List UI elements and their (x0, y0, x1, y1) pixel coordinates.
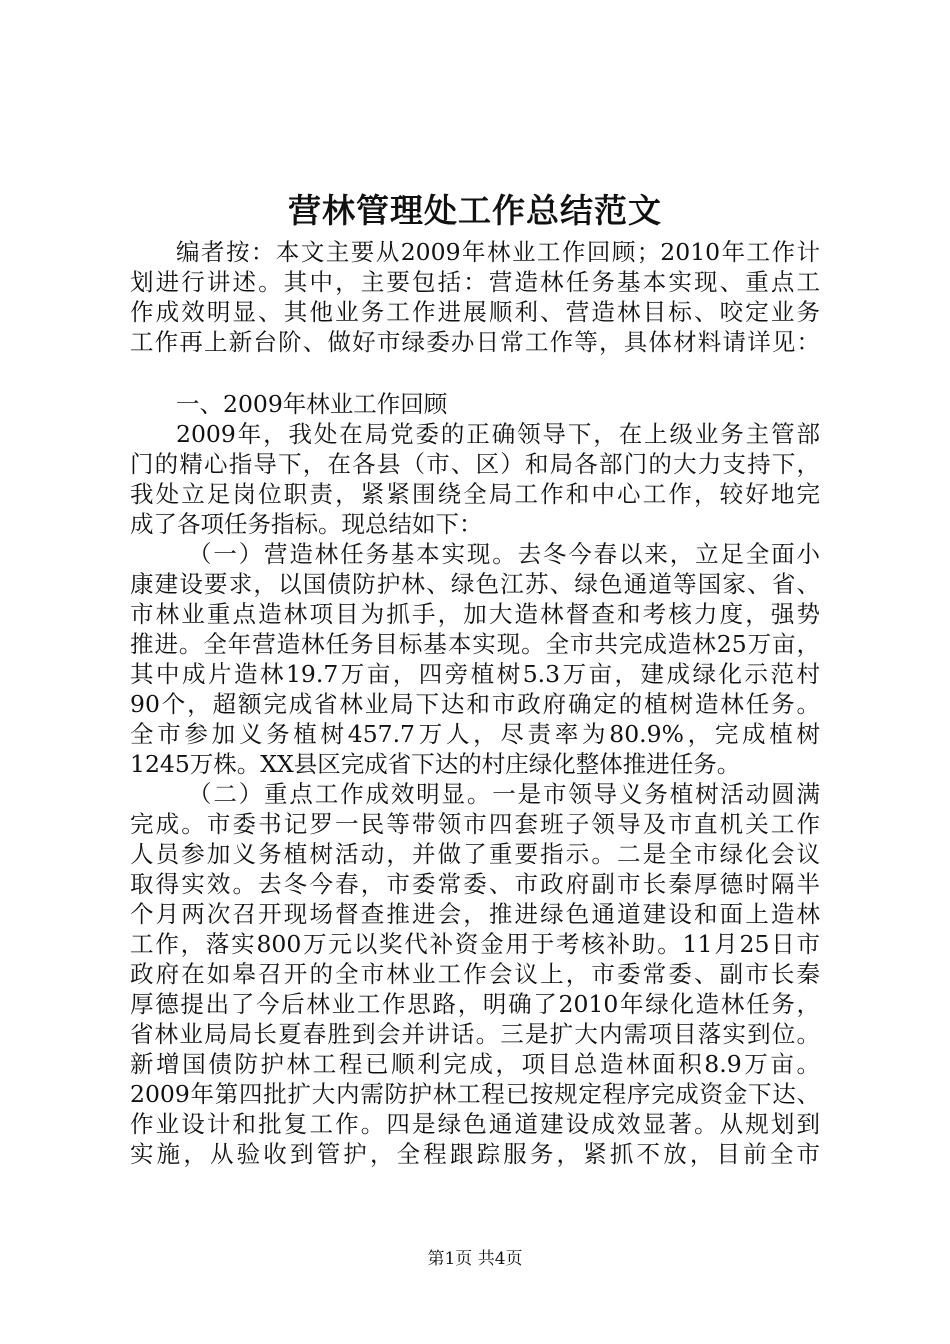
text-line: 完成。市委书记罗一民等带领市四套班子领导及市直机关工作 (130, 810, 820, 838)
text-line: 2009年第四批扩大内需防护林工程已按规定程序完成资金下达、 (130, 1080, 820, 1108)
text-line: 康建设要求，以国债防护林、绿色江苏、绿色通道等国家、省、 (130, 570, 820, 598)
paragraph-2 (130, 539, 820, 779)
text-line: 划进行讲述。其中，主要包括：营造林任务基本实现、重点工 (130, 268, 820, 296)
section-heading: 一、2009年林业工作回顾 (176, 390, 448, 418)
text-line: 厚德提出了今后林业工作思路，明确了2010年绿化造林任务， (130, 990, 820, 1018)
text-line: （一）营造林任务基本实现。去冬今春以来，立足全面小 (188, 540, 820, 568)
text-line: 其中成片造林19.7万亩，四旁植树5.3万亩，建成绿化示范村 (130, 660, 820, 688)
paragraph-1 (130, 419, 820, 539)
text-line: 90个，超额完成省林业局下达和市政府确定的植树造林任务。 (130, 690, 820, 718)
text-line: 省林业局局长夏春胜到会并讲话。三是扩大内需项目落实到位。 (130, 1020, 820, 1048)
text-line: 工作，落实800万元以奖代补资金用于考核补助。11月25日市 (130, 930, 820, 958)
text-line: 作成效明显、其他业务工作进展顺利、营造林目标、咬定业务 (130, 298, 820, 326)
page-footer: 第1页 共4页 (427, 1249, 523, 1269)
paragraph-3 (130, 779, 820, 1169)
text-line: 实施，从验收到管护，全程跟踪服务，紧抓不放，目前全市 (130, 1140, 820, 1168)
text-line: 取得实效。去冬今春，市委常委、市政府副市长秦厚德时隔半 (130, 870, 820, 898)
page-title: 营林管理处工作总结范文 (288, 191, 662, 230)
text-line: （二）重点工作成效明显。一是市领导义务植树活动圆满 (188, 780, 820, 808)
paragraph-gap (130, 357, 820, 389)
text-line: 推进。全年营造林任务目标基本实现。全市共完成造林25万亩， (130, 630, 820, 658)
text-line: 人员参加义务植树活动，并做了重要指示。二是全市绿化会议 (130, 840, 820, 868)
intro-paragraph (130, 237, 820, 357)
text-line: 市林业重点造林项目为抓手，加大造林督查和考核力度，强势 (130, 600, 820, 628)
text-line: 作业设计和批复工作。四是绿色通道建设成效显著。从规划到 (130, 1110, 820, 1138)
text-line: 新增国债防护林工程已顺利完成，项目总造林面积8.9万亩。 (130, 1050, 820, 1078)
text-line: 2009年，我处在局党委的正确领导下，在上级业务主管部 (176, 420, 820, 448)
text-line: 个月两次召开现场督查推进会，推进绿色通道建设和面上造林 (130, 900, 820, 928)
text-line: 政府在如皋召开的全市林业工作会议上，市委常委、副市长秦 (130, 960, 820, 988)
text-line: 我处立足岗位职责，紧紧围绕全局工作和中心工作，较好地完 (130, 480, 820, 508)
text-line: 成了各项任务指标。现总结如下： (130, 510, 483, 538)
document-body (130, 237, 820, 1169)
text-line: 门的精心指导下，在各县（市、区）和局各部门的大力支持下， (130, 450, 820, 478)
text-line: 1245万株。XX县区完成省下达的村庄绿化整体推进任务。 (130, 750, 741, 778)
text-line: 工作再上新台阶、做好市绿委办日常工作等，具体材料请详见： (130, 328, 820, 356)
text-line: 编者按：本文主要从2009年林业工作回顾；2010年工作计 (176, 238, 820, 266)
text-line: 全市参加义务植树457.7万人，尽责率为80.9%，完成植树 (130, 720, 820, 748)
